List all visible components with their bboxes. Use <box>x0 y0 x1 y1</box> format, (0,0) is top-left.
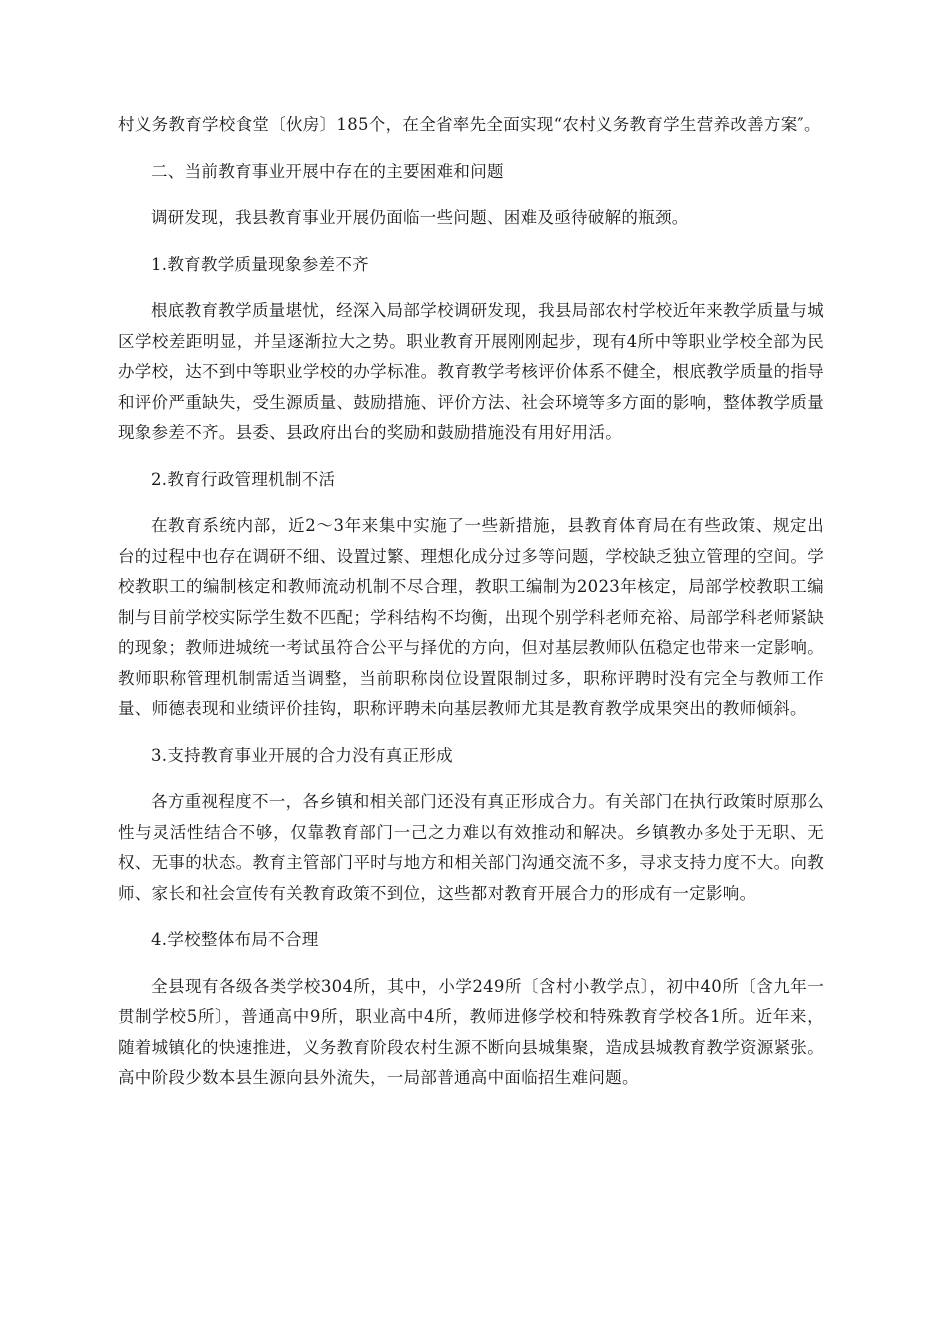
subheading-support: 3.支持教育事业开展的合力没有真正形成 <box>151 745 453 765</box>
paragraph-support: 各方重视程度不一，各乡镇和相关部门还没有真正形成合力。有关部门在执行政策时原那么性与灵活性结合不够，仅靠教育部门一己之力难以有效推动和解决。乡镇教办多处于无职、无权、无事的状态。教育主管部门平时与地方和相关部门沟通交流不多，寻求支持力度不大。向教师、家长和社会宣传有关教育政策不到位，这些都对教育开展合力的形成有一定影响。 <box>118 792 824 903</box>
paragraph-quality: 根底教育教学质量堪忧，经深入局部学校调研发现，我县局部农村学校近年来教学质量与城区学校差距明显，并呈逐渐拉大之势。职业教育开展刚刚起步，现有4所中等职业学校全部为民办学校，达不到中等职业学校的办学标准。教育教学考核评价体系不健全，根底教学质量的指导和评价严重缺失，受生源质量、鼓励措施、评价方法、社会环境等多方面的影响，整体教学质量现象参差不齐。县委、县政府出台的奖励和鼓励措施没有用好用活。 <box>118 301 824 442</box>
paragraph-intro: 调研发现，我县教育事业开展仍面临一些问题、困难及亟待破解的瓶颈。 <box>151 208 689 227</box>
paragraph-management: 在教育系统内部，近2～3年来集中实施了一些新措施，县教育体育局在有些政策、规定出台的过程中也存在调研不细、设置过繁、理想化成分过多等问题，学校缺乏独立管理的空间。学校教职工的编制核定和教师流动机制不尽合理，教职工编制为2023年核定，局部学校教职工编制与目前学校实际学生数不匹配；学科结构不均衡，出现个别学科老师充裕、局部学科老师紧缺的现象；教师进城统一考试虽符合公平与择优的方向，但对基层教师队伍稳定也带来一定影响。教师职称管理机制需适当调整，当前职称岗位设置限制过多，职称评聘时没有完全与教师工作量、师德表现和业绩评价挂钩，职称评聘未向基层教师尤其是教育教学成果突出的教师倾斜。 <box>118 516 824 718</box>
section-heading-difficulties: 二、当前教育事业开展中存在的主要困难和问题 <box>151 161 504 181</box>
subheading-management: 2.教育行政管理机制不活 <box>151 469 336 489</box>
paragraph-layout: 全县现有各级各类学校304所，其中，小学249所〔含村小教学点〕，初中40所〔含九年一贯制学校5所〕，普通高中9所，职业高中4所，教师进修学校和特殊教育学校各1所。近年来，随着城镇化的快速推进，义务教育阶段农村生源不断向县城集聚，造成县城教育教学资源紧张。高中阶段少数本县生源向县外流失，一局部普通高中面临招生难问题。 <box>118 976 824 1087</box>
paragraph-continuation: 村义务教育学校食堂〔伙房〕185个，在全省率先全面实现“农村义务教育学生营养改善方案″。 <box>118 115 821 134</box>
document-page <box>118 110 824 1110</box>
subheading-quality: 1.教育教学质量现象参差不齐 <box>151 254 369 274</box>
subheading-layout: 4.学校整体布局不合理 <box>151 930 319 949</box>
